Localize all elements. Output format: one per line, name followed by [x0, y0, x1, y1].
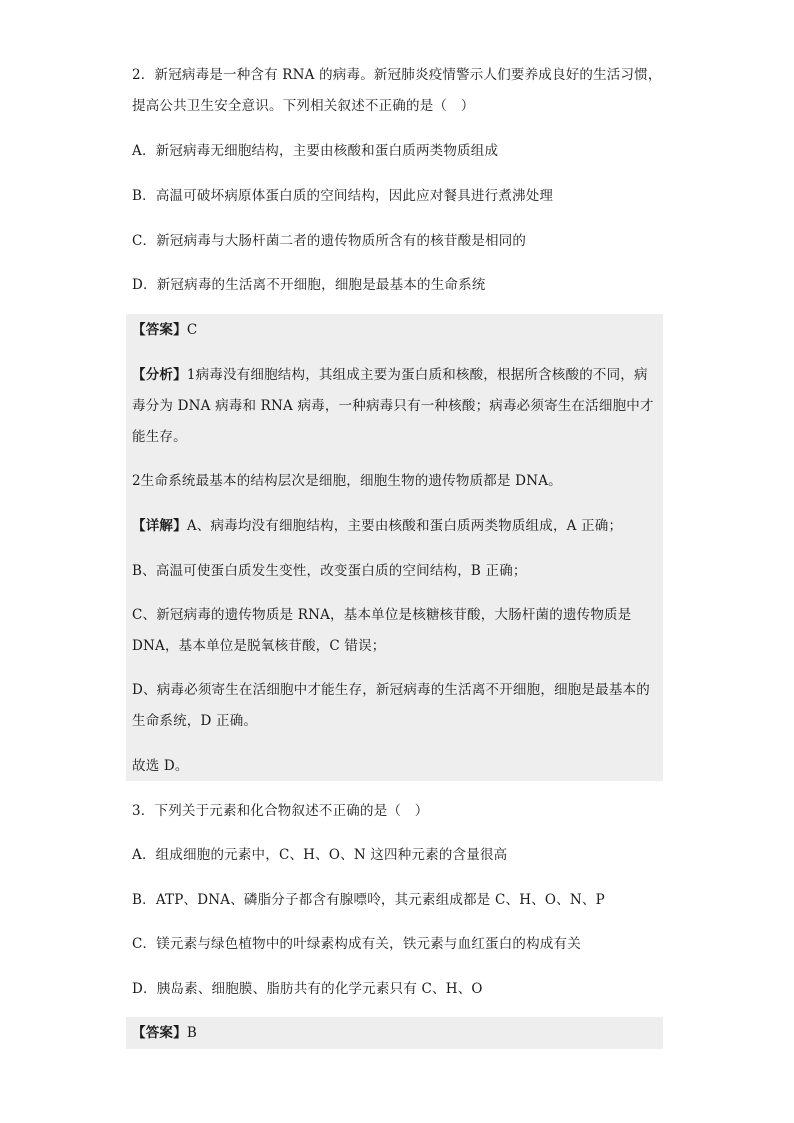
q2-detail-c-line2: DNA，基本单位是脱氧核苷酸，C 错误； — [132, 638, 386, 654]
q2-analysis-line4: 2生命系统最基本的结构层次是细胞，细胞生物的遗传物质都是 DNA。 — [132, 473, 562, 489]
q2-detail-b: B、高温可使蛋白质发生变性，改变蛋白质的空间结构，B 正确； — [132, 563, 527, 579]
q3-stem: 3．下列关于元素和化合物叙述不正确的是（ ） — [132, 803, 429, 819]
q2-detail-a-text: A、病毒均没有细胞结构，主要由核酸和蛋白质两类物质组成，A 正确； — [186, 518, 623, 534]
q2-analysis-label: 【分析】 — [132, 367, 187, 383]
q2-detail-label: 【详解】 — [132, 518, 187, 534]
q2-option-d: D．新冠病毒的生活离不开细胞，细胞是最基本的生命系统 — [132, 277, 486, 293]
q2-option-c: C．新冠病毒与大肠杆菌二者的遗传物质所含有的核苷酸是相同的 — [132, 233, 527, 249]
q2-option-a: A．新冠病毒无细胞结构，主要由核酸和蛋白质两类物质组成 — [132, 143, 499, 159]
q2-option-b: B．高温可破坏病原体蛋白质的空间结构，因此应对餐具进行煮沸处理 — [132, 188, 554, 204]
q2-stem-line2: 提高公共卫生安全意识。下列相关叙述不正确的是（ ） — [132, 98, 475, 114]
q2-analysis-text1: 1病毒没有细胞结构，其组成主要为蛋白质和核酸，根据所含核酸的不同，病 — [186, 367, 648, 383]
q2-conclusion: 故选 D。 — [132, 758, 189, 774]
q2-answer-label: 【答案】 — [132, 322, 187, 338]
q3-option-c: C．镁元素与绿色植物中的叶绿素构成有关，铁元素与血红蛋白的构成有关 — [132, 936, 581, 952]
q2-analysis-line1 — [132, 364, 662, 386]
q2-answer-value: C — [186, 322, 198, 338]
q2-detail-d-line1: D、病毒必须寄生在活细胞中才能生存，新冠病毒的生活离不开细胞，细胞是最基本的 — [132, 682, 650, 698]
q3-answer — [132, 1022, 662, 1044]
q2-detail-c-line1: C、新冠病毒的遗传物质是 RNA，基本单位是核糖核苷酸，大肠杆菌的遗传物质是 — [132, 607, 632, 623]
q3-option-a: A．组成细胞的元素中，C、H、O、N 这四种元素的含量很高 — [132, 847, 508, 863]
q2-stem-line1: 2．新冠病毒是一种含有 RNA 的病毒。新冠肺炎疫情警示人们要养成良好的生活习惯， — [132, 67, 662, 83]
q2-answer — [132, 319, 662, 341]
q2-detail-d-line2: 生命系统，D 正确。 — [132, 713, 258, 729]
q3-option-b: B．ATP、DNA、磷脂分子都含有腺嘌呤，其元素组成都是 C、H、O、N、P — [132, 892, 605, 908]
q2-analysis-line3: 能生存。 — [132, 429, 187, 445]
q3-answer-value: B — [186, 1025, 197, 1041]
q3-option-d: D．胰岛素、细胞膜、脂肪共有的化学元素只有 C、H、O — [132, 981, 483, 997]
q3-answer-label: 【答案】 — [132, 1025, 187, 1041]
q2-detail-a — [132, 515, 662, 537]
q2-analysis-line2: 毒分为 DNA 病毒和 RNA 病毒，一种病毒只有一种核酸；病毒必须寄生在活细胞中才 — [132, 398, 654, 414]
